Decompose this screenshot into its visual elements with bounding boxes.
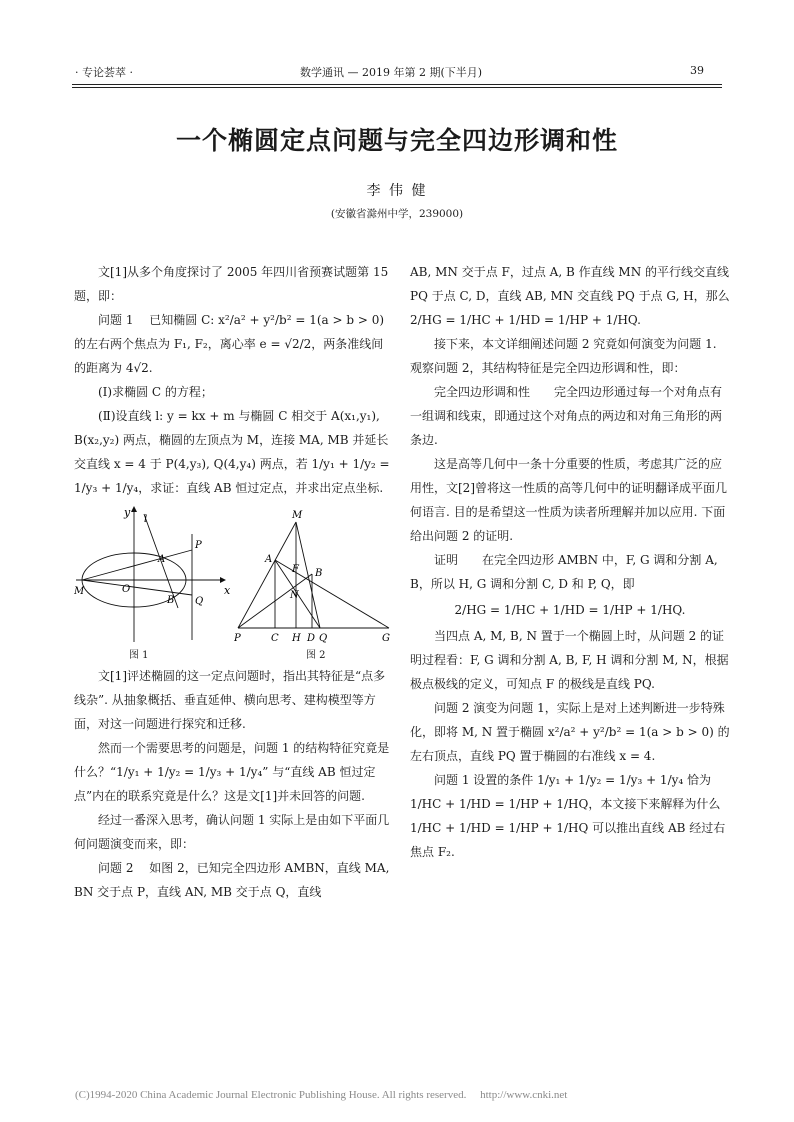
paragraph: 当四点 A, M, B, N 置于一个椭圆上时，从问题 2 的证明过程看：F, G 调和分割 A, B, F, H 调和分割 M, N，根据极点极线的定义，可知点 F 的极线是直线 PQ. xyxy=(410,629,729,691)
label-B: B xyxy=(315,568,323,579)
author-affiliation: (安徽省滁州中学，239000) xyxy=(330,208,464,220)
label-N: N xyxy=(290,590,299,601)
label-D: D xyxy=(307,633,316,644)
journal-issue: 数学通讯 — 2019 年第 2 期(下半月) xyxy=(300,66,483,79)
label-y: y xyxy=(124,506,131,519)
label-P: P xyxy=(195,540,202,551)
copyright-footer: (C)1994-2020 China Academic Journal Electronic Publishing House. All rights reserved. http://www.cnki.net xyxy=(75,1089,568,1101)
y-axis-arrow xyxy=(131,506,137,512)
figure-1 xyxy=(74,504,234,644)
paragraph: 接下来，本文详细阐述问题 2 究竟如何演变为问题 1. 观察问题 2，其结构特征是完全四边形调和性，即： xyxy=(410,337,721,375)
theorem-harmonic: 完全四边形调和性 完全四边形通过每一个对角点有一组调和线束，即通过这个对角点的两边和对角三角形的两条边. xyxy=(410,385,723,447)
label-A: A xyxy=(158,554,166,565)
figure-2-caption: 图 2 xyxy=(306,650,326,661)
article-title: 一个椭圆定点问题与完全四边形调和性 xyxy=(175,126,618,155)
paragraph: 问题 1 设置的条件 1/y₁ + 1/y₂ = 1/y₃ + 1/y₄ 恰为 1/HC + 1/HD = 1/HP + 1/HQ，本文接下来解释为什么 1/HC + 1/HD = 1/HP + 1/HQ 可以推出直线 AB 经过右焦点 F₂. xyxy=(410,773,726,859)
x-axis-arrow xyxy=(220,577,226,583)
label-F: F xyxy=(292,564,299,575)
paragraph: 文[1]评述椭圆的这一定点问题时，指出其特征是“点多线杂”. 从抽象概括、垂直延伸、横向思考、建构模型等方面，对这一问题进行探究和迁移. xyxy=(74,669,386,731)
left-column xyxy=(74,260,392,904)
proof: 证明 在完全四边形 AMBN 中，F, G 调和分割 A, B，所以 H, G 调和分割 C, D 和 P, Q，即 xyxy=(410,553,722,591)
right-column xyxy=(410,260,734,864)
problem-2-continued: AB, MN 交于点 F，过点 A, B 作直线 MN 的平行线交直线 PQ 于点 C, D，直线 AB, MN 交直线 PQ 于点 G, H，那么 2/HG = 1/HC + 1/HD = 1/HP + 1/HQ. xyxy=(410,265,734,327)
problem-1-part-1: (Ⅰ)求椭圆 C 的方程； xyxy=(98,385,213,399)
paragraph: 经过一番深入思考，确认问题 1 实际上是由如下平面几何问题演变而来，即： xyxy=(74,813,390,851)
label-P: P xyxy=(234,633,241,644)
header-rule-thick xyxy=(72,84,722,85)
label-Q: Q xyxy=(319,633,328,644)
label-x: x xyxy=(224,584,231,597)
paragraph: 然而一个需要思考的问题是，问题 1 的结构特征究竟是什么？“1/y₁ + 1/y₂ = 1/y₃ + 1/y₄” 与“直线 AB 恒过定点”内在的联系究竟是什么？这是文[1]并未回答的问题. xyxy=(74,741,390,803)
page-number: 39 xyxy=(690,64,704,77)
figure-row xyxy=(74,504,392,662)
label-H: H xyxy=(292,633,301,644)
label-M: M xyxy=(292,510,303,521)
header-rule-thin xyxy=(72,87,722,88)
paragraph: 这是高等几何中一条十分重要的性质，考虑其广泛的应用性，文[2]曾将这一性质的高等几何中的证明翻译成平面几何语言. 目的是希望这一性质为读者所理解并加以应用. 下面给出问题 2 的证明. xyxy=(410,457,728,543)
line-MP xyxy=(82,550,192,580)
label-G: G xyxy=(382,633,390,644)
problem-1: 问题 1 已知椭圆 C: x²/a² + y²/b² = 1(a > b > 0) 的左右两个焦点为 F₁, F₂，离心率 e = √2/2，两条准线间的距离为 4√2. xyxy=(74,313,388,375)
figure-1-caption: 图 1 xyxy=(129,650,149,661)
label-Q: Q xyxy=(195,596,204,607)
problem-2: 问题 2 如图 2，已知完全四边形 AMBN，直线 MA, BN 交于点 P，直线 AN, MB 交于点 Q，直线 xyxy=(74,861,394,899)
label-A: A xyxy=(265,554,273,565)
label-O: O xyxy=(122,584,131,595)
line-MP xyxy=(238,522,296,628)
figure-2 xyxy=(234,504,394,644)
label-B: B xyxy=(167,595,175,606)
label-l: l xyxy=(144,514,148,525)
problem-1-part-2: (Ⅱ)设直线 l: y = kx + m 与椭圆 C 相交于 A(x₁,y₁), B(x₂,y₂) 两点，椭圆的左顶点为 M，连接 MA, MB 并延长交直线 x = 4 于 P(4,y₃), Q(4,y₄) 两点，若 1/y₁ + 1/y₂ = 1/y₃ + 1/y₄，求证：直线 AB 恒过定点，并求出定点坐标. xyxy=(74,409,394,495)
equation: 2/HG = 1/HC + 1/HD = 1/HP + 1/HQ. xyxy=(454,603,686,617)
line-MQ xyxy=(82,580,192,595)
paragraph: 问题 2 演变为问题 1，实际上是对上述判断进一步特殊化，即将 M, N 置于椭圆 x²/a² + y²/b² = 1(a > b > 0) 的左右顶点，直线 PQ 置于椭圆的右准线 x = 4. xyxy=(410,701,730,763)
paragraph: 文[1]从多个角度探讨了 2005 年四川省预赛试题第 15 题，即： xyxy=(74,265,393,303)
section-label: · 专论荟萃 · xyxy=(75,66,133,79)
label-M: M xyxy=(74,586,85,597)
author-name: 李 伟 健 xyxy=(366,183,428,199)
label-C: C xyxy=(271,633,279,644)
